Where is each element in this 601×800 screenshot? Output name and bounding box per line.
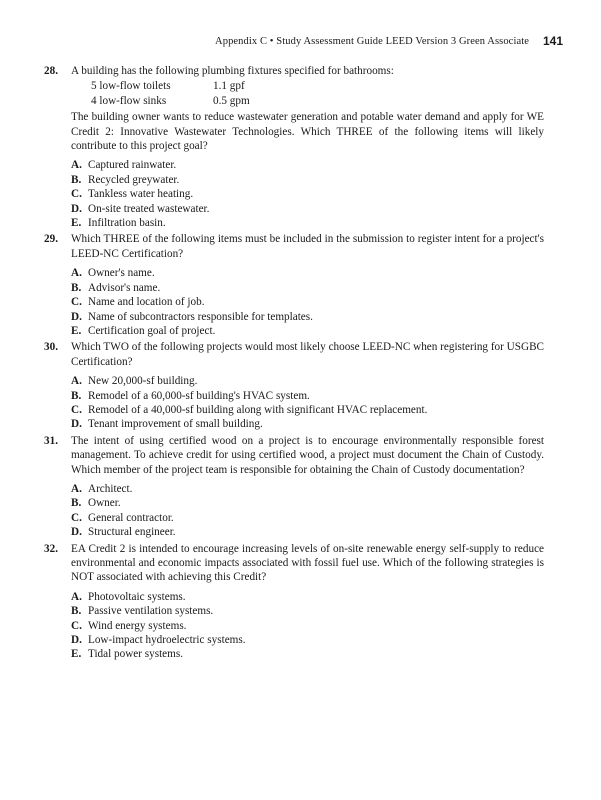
option-text: Low-impact hydroelectric systems. <box>88 634 246 647</box>
option-letter: D. <box>71 310 82 323</box>
answer-option <box>71 647 544 661</box>
answer-option <box>71 324 544 338</box>
answer-options <box>71 590 544 662</box>
option-text: Photovoltaic systems. <box>88 590 186 603</box>
option-letter: D. <box>71 634 82 647</box>
question-number: 28. <box>44 65 58 77</box>
fixture-description: 5 low-flow toilets <box>91 80 171 93</box>
answer-option <box>71 604 544 618</box>
option-letter: A. <box>71 159 82 172</box>
answer-option <box>71 633 544 647</box>
answer-option <box>71 389 544 403</box>
answer-options <box>71 266 544 338</box>
answer-option <box>71 158 544 172</box>
answer-option <box>71 173 544 187</box>
option-letter: B. <box>71 281 82 294</box>
question-text: Which TWO of the following projects would most likely choose LEED-NC when registering for USGBC Certification? <box>71 341 544 368</box>
option-text: Remodel of a 60,000-sf building's HVAC system. <box>88 389 310 402</box>
fixture-row <box>91 94 544 108</box>
option-text: Name of subcontractors responsible for templates. <box>88 310 313 323</box>
question-number: 32. <box>44 542 58 555</box>
question-text: The intent of using certified wood on a project is to encourage environmentally responsible forest management. To achieve credit for using certified wood, a project must document the Chain of Custody. Which member of the project team is responsible for obtaining the Chain of Custody documentation? <box>71 434 544 476</box>
option-letter: B. <box>71 173 82 186</box>
question-text: The building owner wants to reduce wastewater generation and potable water demand and apply for WE Credit 2: Innovative Wastewater Technologies. Which THREE of the following items will likely contribute to this project goal? <box>71 111 544 153</box>
option-letter: B. <box>71 497 82 510</box>
option-text: Owner. <box>88 497 121 510</box>
answer-option <box>71 403 544 417</box>
question-number: 29. <box>44 233 58 246</box>
option-letter: C. <box>71 511 82 524</box>
option-text: Tidal power systems. <box>88 648 183 661</box>
fixture-rate: 0.5 gpm <box>213 94 250 107</box>
option-letter: D. <box>71 202 82 215</box>
option-letter: C. <box>71 403 82 416</box>
option-letter: E. <box>71 324 82 337</box>
answer-option <box>71 482 544 496</box>
option-text: Remodel of a 40,000-sf building along with significant HVAC replacement. <box>88 403 428 416</box>
running-title: Appendix C • Study Assessment Guide LEED Version 3 Green Associate <box>215 36 529 47</box>
option-letter: D. <box>71 526 82 539</box>
option-letter: D. <box>71 418 82 431</box>
answer-option <box>71 374 544 388</box>
answer-option <box>71 266 544 280</box>
option-text: Structural engineer. <box>88 526 176 539</box>
option-text: General contractor. <box>88 511 174 524</box>
answer-option <box>71 310 544 324</box>
question-text: EA Credit 2 is intended to encourage increasing levels of on-site renewable energy self-supply to reduce environmental and economic impacts associated with fossil fuel use. Which of the following strategies is NOT associated with achieving this Credit? <box>71 542 544 584</box>
option-text: Tenant improvement of small building. <box>88 418 263 431</box>
answer-option <box>71 525 544 539</box>
question-intro: A building has the following plumbing fixtures specified for bathrooms: <box>71 65 394 77</box>
page-number: 141 <box>542 34 563 48</box>
option-text: Certification goal of project. <box>88 324 216 337</box>
option-text: Wind energy systems. <box>88 619 187 632</box>
question-28 <box>44 64 544 230</box>
option-letter: B. <box>71 389 82 402</box>
option-text: Tankless water heating. <box>88 188 194 201</box>
question-text: Which THREE of the following items must be included in the submission to register intent for a project's LEED-NC Certification? <box>71 233 544 260</box>
fixture-rate: 1.1 gpf <box>213 80 245 93</box>
option-letter: C. <box>71 188 82 201</box>
question-31 <box>44 434 544 540</box>
answer-option <box>71 590 544 604</box>
option-letter: E. <box>71 217 82 230</box>
option-letter: B. <box>71 605 82 618</box>
question-29 <box>44 232 544 338</box>
answer-option <box>71 202 544 216</box>
fixture-list <box>91 79 544 108</box>
option-text: New 20,000-sf building. <box>88 375 198 388</box>
option-text: Owner's name. <box>88 267 155 280</box>
answer-options <box>71 482 544 540</box>
answer-option <box>71 295 544 309</box>
option-letter: A. <box>71 375 82 388</box>
option-letter: A. <box>71 590 82 603</box>
answer-option <box>71 281 544 295</box>
question-number: 31. <box>44 434 58 447</box>
answer-options <box>71 158 544 230</box>
option-letter: A. <box>71 482 82 495</box>
page-header <box>0 34 601 50</box>
option-text: Infiltration basin. <box>88 217 166 230</box>
question-32 <box>44 542 544 662</box>
answer-options <box>71 374 544 432</box>
answer-option <box>71 417 544 431</box>
answer-option <box>71 216 544 230</box>
fixture-row <box>91 79 544 93</box>
answer-option <box>71 496 544 510</box>
option-letter: C. <box>71 296 82 309</box>
option-text: Passive ventilation systems. <box>88 605 214 618</box>
question-number: 30. <box>44 341 58 354</box>
fixture-description: 4 low-flow sinks <box>91 94 167 107</box>
option-text: Architect. <box>88 482 133 495</box>
option-text: Captured rainwater. <box>88 159 177 172</box>
answer-option <box>71 511 544 525</box>
option-letter: C. <box>71 619 82 632</box>
option-text: On-site treated wastewater. <box>88 202 210 215</box>
option-text: Name and location of job. <box>88 296 205 309</box>
option-letter: A. <box>71 267 82 280</box>
answer-option <box>71 187 544 201</box>
answer-option <box>71 619 544 633</box>
option-text: Recycled greywater. <box>88 173 180 186</box>
option-letter: E. <box>71 648 82 661</box>
option-text: Advisor's name. <box>88 281 161 294</box>
question-30 <box>44 340 544 431</box>
question-list <box>44 64 544 664</box>
